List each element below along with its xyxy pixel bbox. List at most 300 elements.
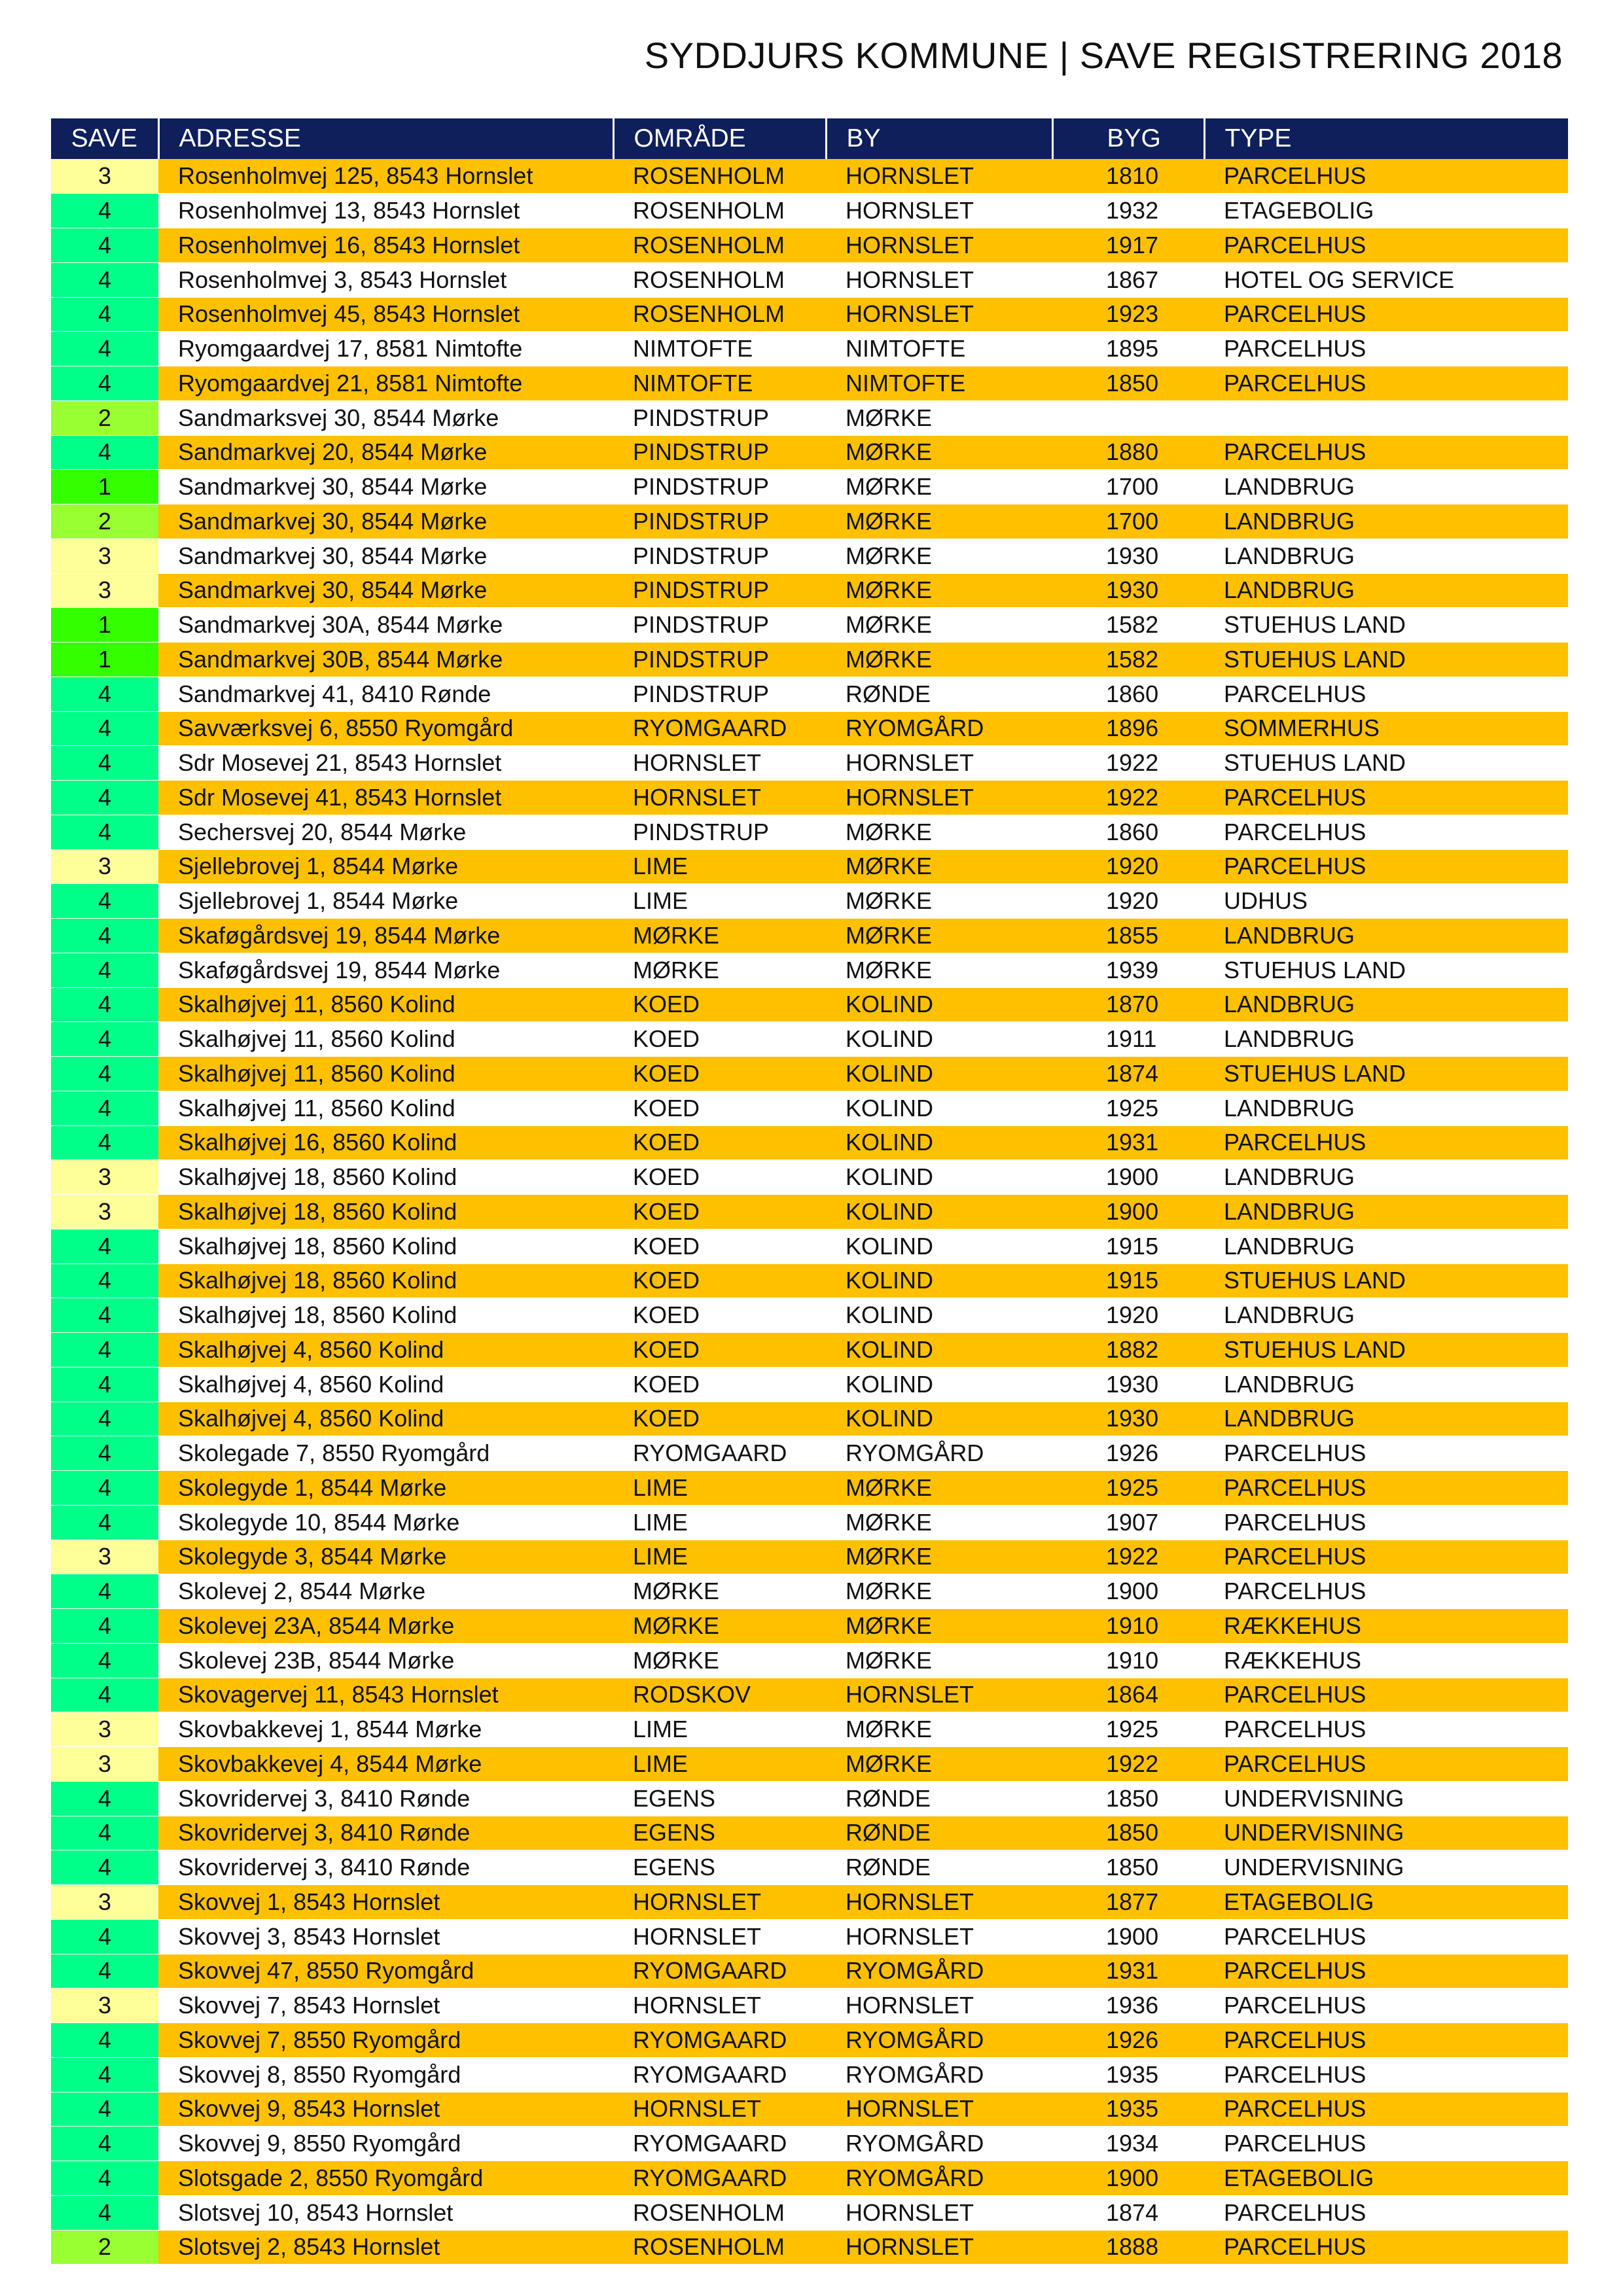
cell-save: 4 <box>51 1816 158 1850</box>
table-row <box>51 1540 1568 1574</box>
cell-adresse: Ryomgaardvej 17, 8581 Nimtofte <box>158 332 613 366</box>
cell-type: LANDBRUG <box>1204 1367 1568 1402</box>
cell-type: PARCELHUS <box>1204 228 1568 263</box>
column-header-omraade: OMRÅDE <box>613 118 826 159</box>
cell-omraade: LIME <box>613 1540 826 1574</box>
table-row <box>51 2195 1568 2230</box>
cell-by: KOLIND <box>826 1091 1052 1125</box>
cell-type: PARCELHUS <box>1204 2057 1568 2092</box>
cell-save: 4 <box>51 987 158 1022</box>
cell-by: MØRKE <box>826 849 1052 884</box>
cell-save: 2 <box>51 2230 158 2265</box>
table-row <box>51 1678 1568 1712</box>
cell-adresse: Skalhøjvej 4, 8560 Kolind <box>158 1333 613 1368</box>
cell-save: 4 <box>51 1954 158 1988</box>
cell-omraade: LIME <box>613 1747 826 1782</box>
cell-by: HORNSLET <box>826 1919 1052 1954</box>
cell-omraade: RYOMGAARD <box>613 1436 826 1471</box>
cell-save: 4 <box>51 953 158 987</box>
cell-save: 4 <box>51 1919 158 1954</box>
cell-byg: 1910 <box>1052 1609 1204 1644</box>
cell-save: 4 <box>51 194 158 228</box>
cell-type: LANDBRUG <box>1204 987 1568 1022</box>
cell-byg: 1810 <box>1052 159 1204 194</box>
cell-adresse: Sandmarkvej 41, 8410 Rønde <box>158 677 613 711</box>
cell-omraade: NIMTOFTE <box>613 366 826 401</box>
cell-omraade: MØRKE <box>613 1609 826 1644</box>
cell-adresse: Skovvej 9, 8550 Ryomgård <box>158 2127 613 2161</box>
table-row <box>51 262 1568 297</box>
cell-adresse: Rosenholmvej 3, 8543 Hornslet <box>158 262 613 297</box>
cell-type: STUEHUS LAND <box>1204 643 1568 677</box>
cell-adresse: Skalhøjvej 18, 8560 Kolind <box>158 1195 613 1229</box>
cell-byg: 1895 <box>1052 332 1204 366</box>
cell-adresse: Skovvej 7, 8550 Ryomgård <box>158 2023 613 2058</box>
cell-omraade: RYOMGAARD <box>613 1954 826 1988</box>
cell-omraade: PINDSTRUP <box>613 608 826 643</box>
cell-byg: 1900 <box>1052 1160 1204 1195</box>
cell-type: PARCELHUS <box>1204 1954 1568 1988</box>
cell-by: MØRKE <box>826 1747 1052 1782</box>
cell-omraade: ROSENHOLM <box>613 159 826 194</box>
table-row <box>51 1885 1568 1920</box>
cell-byg: 1935 <box>1052 2057 1204 2092</box>
cell-by: KOLIND <box>826 1195 1052 1229</box>
cell-byg: 1931 <box>1052 1125 1204 1160</box>
cell-save: 4 <box>51 1125 158 1160</box>
table-row <box>51 1643 1568 1678</box>
table-row <box>51 2023 1568 2058</box>
table-row <box>51 1505 1568 1540</box>
table-row <box>51 1160 1568 1195</box>
cell-omraade: PINDSTRUP <box>613 677 826 711</box>
table-row <box>51 1263 1568 1298</box>
table-row <box>51 2230 1568 2265</box>
cell-type: ETAGEBOLIG <box>1204 194 1568 228</box>
cell-save: 3 <box>51 1988 158 2023</box>
cell-omraade: KOED <box>613 1022 826 1057</box>
cell-byg: 1923 <box>1052 297 1204 332</box>
cell-adresse: Skovridervej 3, 8410 Rønde <box>158 1816 613 1850</box>
cell-omraade: KOED <box>613 1229 826 1263</box>
cell-by: HORNSLET <box>826 1885 1052 1920</box>
table-row <box>51 1747 1568 1782</box>
cell-adresse: Sandmarkvej 20, 8544 Mørke <box>158 435 613 470</box>
table-row <box>51 1125 1568 1160</box>
cell-byg: 1700 <box>1052 470 1204 504</box>
cell-by: HORNSLET <box>826 2230 1052 2265</box>
cell-type: LANDBRUG <box>1204 1091 1568 1125</box>
cell-byg: 1920 <box>1052 849 1204 884</box>
cell-by: MØRKE <box>826 539 1052 573</box>
cell-omraade: RYOMGAARD <box>613 2161 826 2196</box>
cell-omraade: KOED <box>613 1263 826 1298</box>
cell-omraade: KOED <box>613 1402 826 1436</box>
cell-adresse: Skaføgårdsvej 19, 8544 Mørke <box>158 953 613 987</box>
cell-type: STUEHUS LAND <box>1204 1057 1568 1091</box>
cell-byg: 1922 <box>1052 746 1204 781</box>
cell-save: 4 <box>51 1333 158 1368</box>
cell-byg: 1926 <box>1052 2023 1204 2058</box>
cell-adresse: Skolegade 7, 8550 Ryomgård <box>158 1436 613 1471</box>
cell-byg: 1850 <box>1052 1850 1204 1885</box>
cell-type: LANDBRUG <box>1204 1195 1568 1229</box>
cell-type <box>1204 400 1568 435</box>
cell-type: LANDBRUG <box>1204 1402 1568 1436</box>
cell-omraade: LIME <box>613 1712 826 1747</box>
cell-save: 3 <box>51 159 158 194</box>
table-row <box>51 1402 1568 1436</box>
cell-save: 4 <box>51 1643 158 1678</box>
cell-byg: 1882 <box>1052 1333 1204 1368</box>
table-row <box>51 2161 1568 2196</box>
cell-adresse: Sandmarkvej 30A, 8544 Mørke <box>158 608 613 643</box>
cell-type: PARCELHUS <box>1204 435 1568 470</box>
cell-save: 4 <box>51 746 158 781</box>
cell-type: LANDBRUG <box>1204 470 1568 504</box>
cell-byg: 1925 <box>1052 1471 1204 1506</box>
table-header-row <box>51 118 1568 159</box>
cell-type: PARCELHUS <box>1204 1747 1568 1782</box>
cell-save: 4 <box>51 781 158 815</box>
table-row <box>51 332 1568 366</box>
table-row <box>51 815 1568 849</box>
cell-save: 4 <box>51 919 158 953</box>
cell-adresse: Skalhøjvej 4, 8560 Kolind <box>158 1402 613 1436</box>
cell-adresse: Rosenholmvej 13, 8543 Hornslet <box>158 194 613 228</box>
cell-omraade: ROSENHOLM <box>613 2195 826 2230</box>
cell-adresse: Sandmarksvej 30, 8544 Mørke <box>158 400 613 435</box>
cell-by: MØRKE <box>826 1609 1052 1644</box>
cell-byg: 1915 <box>1052 1229 1204 1263</box>
cell-save: 4 <box>51 2127 158 2161</box>
cell-byg: 1936 <box>1052 1988 1204 2023</box>
cell-type: PARCELHUS <box>1204 1125 1568 1160</box>
cell-adresse: Skovbakkevej 4, 8544 Mørke <box>158 1747 613 1782</box>
cell-save: 4 <box>51 1057 158 1091</box>
cell-omraade: LIME <box>613 1505 826 1540</box>
cell-adresse: Skovvej 8, 8550 Ryomgård <box>158 2057 613 2092</box>
cell-byg: 1582 <box>1052 643 1204 677</box>
cell-by: KOLIND <box>826 1333 1052 1368</box>
cell-type: UDHUS <box>1204 884 1568 919</box>
cell-type: PARCELHUS <box>1204 366 1568 401</box>
cell-by: MØRKE <box>826 919 1052 953</box>
cell-byg: 1888 <box>1052 2230 1204 2265</box>
cell-type: PARCELHUS <box>1204 1471 1568 1506</box>
cell-type: HOTEL OG SERVICE <box>1204 262 1568 297</box>
cell-by: KOLIND <box>826 1022 1052 1057</box>
cell-omraade: RYOMGAARD <box>613 2057 826 2092</box>
cell-byg: 1910 <box>1052 1643 1204 1678</box>
table-row <box>51 1436 1568 1471</box>
cell-omraade: EGENS <box>613 1781 826 1816</box>
cell-save: 4 <box>51 2023 158 2058</box>
column-header-adresse: ADRESSE <box>158 118 613 159</box>
cell-by: HORNSLET <box>826 228 1052 263</box>
cell-byg: 1870 <box>1052 987 1204 1022</box>
cell-adresse: Savværksvej 6, 8550 Ryomgård <box>158 711 613 746</box>
cell-byg <box>1052 400 1204 435</box>
table-row <box>51 677 1568 711</box>
table-row <box>51 1816 1568 1850</box>
cell-type: LANDBRUG <box>1204 539 1568 573</box>
cell-by: HORNSLET <box>826 1678 1052 1712</box>
table-row <box>51 953 1568 987</box>
cell-omraade: EGENS <box>613 1816 826 1850</box>
cell-byg: 1915 <box>1052 1263 1204 1298</box>
save-registration-table <box>51 118 1568 2265</box>
table-row <box>51 1781 1568 1816</box>
table-row <box>51 1471 1568 1506</box>
cell-byg: 1926 <box>1052 1436 1204 1471</box>
cell-adresse: Sjellebrovej 1, 8544 Mørke <box>158 849 613 884</box>
cell-by: HORNSLET <box>826 297 1052 332</box>
table-row <box>51 159 1568 194</box>
cell-byg: 1939 <box>1052 953 1204 987</box>
cell-by: RYOMGÅRD <box>826 1954 1052 1988</box>
cell-type: LANDBRUG <box>1204 573 1568 608</box>
cell-byg: 1874 <box>1052 2195 1204 2230</box>
cell-by: MØRKE <box>826 1505 1052 1540</box>
cell-omraade: PINDSTRUP <box>613 643 826 677</box>
cell-type: LANDBRUG <box>1204 1229 1568 1263</box>
cell-omraade: ROSENHOLM <box>613 194 826 228</box>
cell-by: HORNSLET <box>826 746 1052 781</box>
cell-byg: 1896 <box>1052 711 1204 746</box>
cell-omraade: ROSENHOLM <box>613 297 826 332</box>
cell-byg: 1877 <box>1052 1885 1204 1920</box>
cell-save: 4 <box>51 366 158 401</box>
cell-save: 3 <box>51 1747 158 1782</box>
cell-omraade: PINDSTRUP <box>613 400 826 435</box>
cell-byg: 1874 <box>1052 1057 1204 1091</box>
cell-omraade: MØRKE <box>613 1574 826 1609</box>
cell-by: KOLIND <box>826 1367 1052 1402</box>
cell-adresse: Skalhøjvej 16, 8560 Kolind <box>158 1125 613 1160</box>
cell-save: 4 <box>51 1574 158 1609</box>
cell-save: 4 <box>51 1436 158 1471</box>
cell-adresse: Skalhøjvej 18, 8560 Kolind <box>158 1229 613 1263</box>
cell-omraade: ROSENHOLM <box>613 262 826 297</box>
cell-save: 1 <box>51 643 158 677</box>
cell-adresse: Skolegyde 1, 8544 Mørke <box>158 1471 613 1506</box>
cell-by: HORNSLET <box>826 2195 1052 2230</box>
cell-omraade: KOED <box>613 1195 826 1229</box>
cell-omraade: KOED <box>613 1333 826 1368</box>
cell-save: 4 <box>51 815 158 849</box>
cell-by: NIMTOFTE <box>826 366 1052 401</box>
table-row <box>51 884 1568 919</box>
cell-by: MØRKE <box>826 953 1052 987</box>
cell-byg: 1900 <box>1052 2161 1204 2196</box>
cell-by: MØRKE <box>826 573 1052 608</box>
cell-save: 4 <box>51 2195 158 2230</box>
cell-adresse: Skalhøjvej 11, 8560 Kolind <box>158 987 613 1022</box>
table-row <box>51 1367 1568 1402</box>
cell-byg: 1931 <box>1052 1954 1204 1988</box>
cell-type: LANDBRUG <box>1204 1298 1568 1333</box>
cell-by: RYOMGÅRD <box>826 2161 1052 2196</box>
table-row <box>51 1919 1568 1954</box>
cell-save: 4 <box>51 228 158 263</box>
cell-byg: 1922 <box>1052 781 1204 815</box>
cell-adresse: Skalhøjvej 11, 8560 Kolind <box>158 1022 613 1057</box>
cell-byg: 1930 <box>1052 1367 1204 1402</box>
cell-omraade: RYOMGAARD <box>613 711 826 746</box>
cell-adresse: Skovvej 3, 8543 Hornslet <box>158 1919 613 1954</box>
cell-byg: 1922 <box>1052 1540 1204 1574</box>
cell-byg: 1925 <box>1052 1091 1204 1125</box>
cell-byg: 1850 <box>1052 366 1204 401</box>
cell-adresse: Skolegyde 10, 8544 Mørke <box>158 1505 613 1540</box>
table-row <box>51 1712 1568 1747</box>
cell-type: STUEHUS LAND <box>1204 746 1568 781</box>
cell-type: PARCELHUS <box>1204 1919 1568 1954</box>
cell-save: 4 <box>51 1850 158 1885</box>
cell-adresse: Skalhøjvej 4, 8560 Kolind <box>158 1367 613 1402</box>
cell-adresse: Skalhøjvej 18, 8560 Kolind <box>158 1263 613 1298</box>
cell-adresse: Sandmarkvej 30, 8544 Mørke <box>158 470 613 504</box>
cell-adresse: Sandmarkvej 30B, 8544 Mørke <box>158 643 613 677</box>
cell-type: SOMMERHUS <box>1204 711 1568 746</box>
table-row <box>51 711 1568 746</box>
cell-type: PARCELHUS <box>1204 849 1568 884</box>
cell-omraade: NIMTOFTE <box>613 332 826 366</box>
cell-save: 4 <box>51 2057 158 2092</box>
table-row <box>51 1022 1568 1057</box>
cell-adresse: Skalhøjvej 18, 8560 Kolind <box>158 1160 613 1195</box>
cell-byg: 1700 <box>1052 504 1204 539</box>
cell-by: MØRKE <box>826 1712 1052 1747</box>
cell-omraade: MØRKE <box>613 919 826 953</box>
cell-byg: 1930 <box>1052 539 1204 573</box>
cell-save: 4 <box>51 884 158 919</box>
table-row <box>51 1333 1568 1368</box>
table-row <box>51 1229 1568 1263</box>
table-row <box>51 1954 1568 1988</box>
cell-save: 4 <box>51 1229 158 1263</box>
cell-save: 3 <box>51 849 158 884</box>
cell-by: MØRKE <box>826 1574 1052 1609</box>
cell-omraade: PINDSTRUP <box>613 470 826 504</box>
table-row <box>51 1057 1568 1091</box>
cell-by: KOLIND <box>826 1298 1052 1333</box>
cell-by: HORNSLET <box>826 262 1052 297</box>
cell-save: 4 <box>51 2092 158 2127</box>
cell-byg: 1867 <box>1052 262 1204 297</box>
cell-type: STUEHUS LAND <box>1204 953 1568 987</box>
table-row <box>51 1574 1568 1609</box>
cell-save: 4 <box>51 297 158 332</box>
cell-type: LANDBRUG <box>1204 504 1568 539</box>
cell-type: UNDERVISNING <box>1204 1816 1568 1850</box>
column-header-by: BY <box>826 118 1052 159</box>
cell-type: PARCELHUS <box>1204 1574 1568 1609</box>
cell-by: HORNSLET <box>826 1988 1052 2023</box>
cell-by: MØRKE <box>826 435 1052 470</box>
cell-save: 4 <box>51 1678 158 1712</box>
cell-by: HORNSLET <box>826 159 1052 194</box>
table-row <box>51 1609 1568 1644</box>
cell-save: 3 <box>51 1540 158 1574</box>
cell-type: PARCELHUS <box>1204 2230 1568 2265</box>
table-row <box>51 2127 1568 2161</box>
cell-byg: 1925 <box>1052 1712 1204 1747</box>
cell-save: 4 <box>51 1298 158 1333</box>
cell-by: KOLIND <box>826 1263 1052 1298</box>
column-header-byg: BYG <box>1052 118 1204 159</box>
cell-omraade: LIME <box>613 884 826 919</box>
cell-type: STUEHUS LAND <box>1204 1333 1568 1368</box>
table-row <box>51 1988 1568 2023</box>
cell-save: 1 <box>51 470 158 504</box>
cell-save: 4 <box>51 1609 158 1644</box>
cell-type: PARCELHUS <box>1204 1712 1568 1747</box>
cell-omraade: LIME <box>613 1471 826 1506</box>
cell-type: UNDERVISNING <box>1204 1850 1568 1885</box>
cell-type: PARCELHUS <box>1204 1540 1568 1574</box>
cell-adresse: Ryomgaardvej 21, 8581 Nimtofte <box>158 366 613 401</box>
cell-byg: 1900 <box>1052 1195 1204 1229</box>
cell-by: RYOMGÅRD <box>826 711 1052 746</box>
cell-type: STUEHUS LAND <box>1204 1263 1568 1298</box>
cell-save: 4 <box>51 332 158 366</box>
cell-omraade: PINDSTRUP <box>613 815 826 849</box>
cell-save: 4 <box>51 262 158 297</box>
cell-adresse: Sdr Mosevej 41, 8543 Hornslet <box>158 781 613 815</box>
cell-type: PARCELHUS <box>1204 1988 1568 2023</box>
cell-by: MØRKE <box>826 400 1052 435</box>
cell-adresse: Rosenholmvej 16, 8543 Hornslet <box>158 228 613 263</box>
cell-type: PARCELHUS <box>1204 2023 1568 2058</box>
cell-by: MØRKE <box>826 1643 1052 1678</box>
cell-omraade: KOED <box>613 987 826 1022</box>
cell-save: 4 <box>51 1505 158 1540</box>
cell-type: RÆKKEHUS <box>1204 1609 1568 1644</box>
cell-save: 3 <box>51 1160 158 1195</box>
cell-type: PARCELHUS <box>1204 1505 1568 1540</box>
cell-adresse: Rosenholmvej 125, 8543 Hornslet <box>158 159 613 194</box>
cell-omraade: KOED <box>613 1125 826 1160</box>
cell-byg: 1920 <box>1052 884 1204 919</box>
cell-save: 2 <box>51 504 158 539</box>
cell-by: KOLIND <box>826 1402 1052 1436</box>
cell-byg: 1900 <box>1052 1574 1204 1609</box>
table-row <box>51 608 1568 643</box>
table-row <box>51 849 1568 884</box>
cell-by: HORNSLET <box>826 2092 1052 2127</box>
cell-omraade: HORNSLET <box>613 1919 826 1954</box>
cell-omraade: RYOMGAARD <box>613 2023 826 2058</box>
cell-by: HORNSLET <box>826 194 1052 228</box>
cell-adresse: Sandmarkvej 30, 8544 Mørke <box>158 573 613 608</box>
cell-omraade: PINDSTRUP <box>613 573 826 608</box>
cell-adresse: Skovbakkevej 1, 8544 Mørke <box>158 1712 613 1747</box>
table-row <box>51 366 1568 401</box>
table-row <box>51 504 1568 539</box>
cell-byg: 1880 <box>1052 435 1204 470</box>
cell-adresse: Rosenholmvej 45, 8543 Hornslet <box>158 297 613 332</box>
cell-save: 4 <box>51 1022 158 1057</box>
cell-adresse: Skolevej 23B, 8544 Mørke <box>158 1643 613 1678</box>
cell-omraade: HORNSLET <box>613 746 826 781</box>
cell-type: PARCELHUS <box>1204 2195 1568 2230</box>
cell-adresse: Skovagervej 11, 8543 Hornslet <box>158 1678 613 1712</box>
cell-adresse: Skovridervej 3, 8410 Rønde <box>158 1781 613 1816</box>
cell-save: 2 <box>51 400 158 435</box>
cell-omraade: HORNSLET <box>613 781 826 815</box>
